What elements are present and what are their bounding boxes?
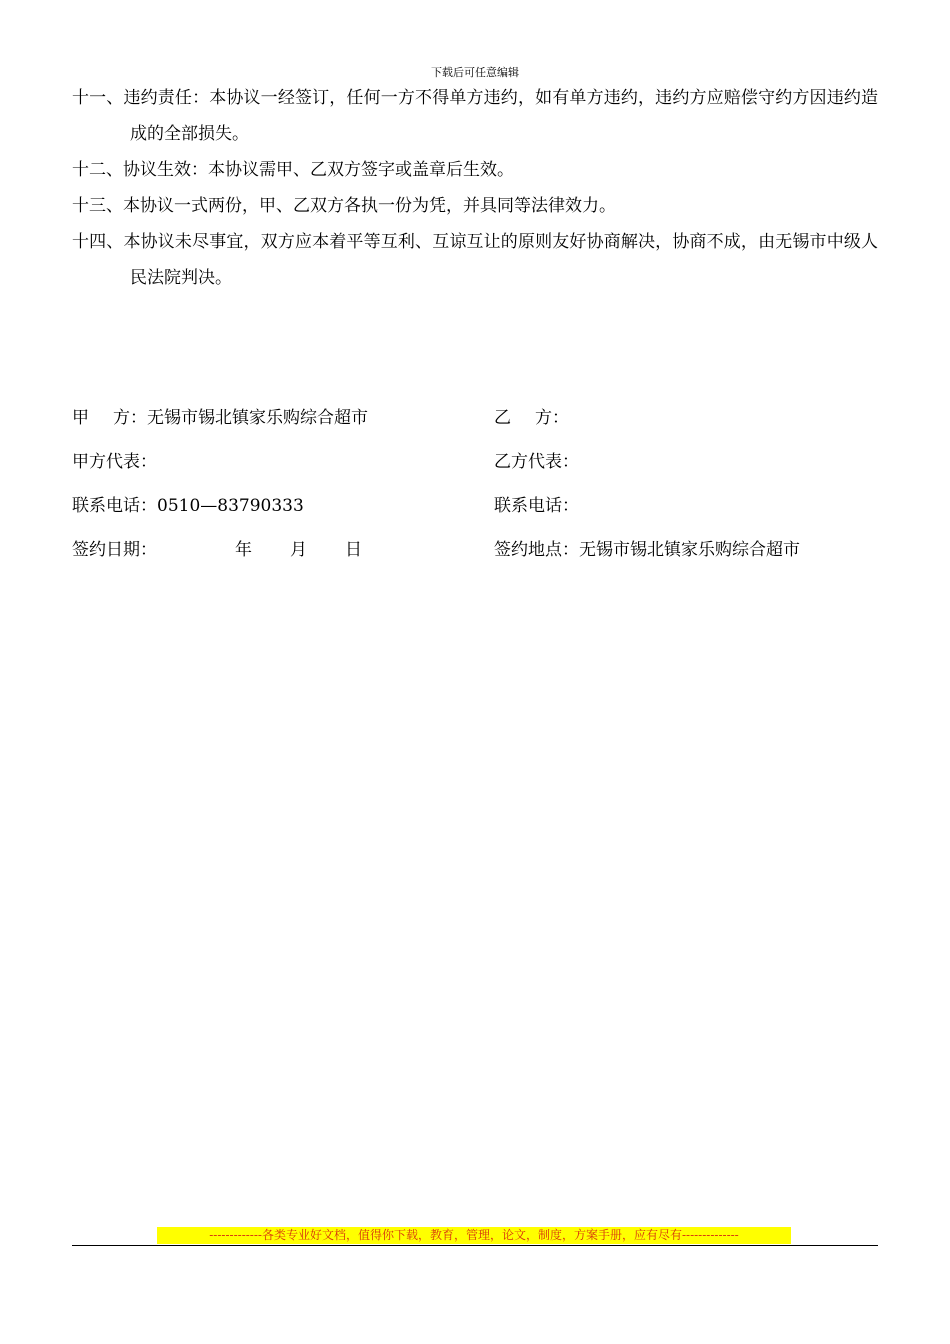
party-b: 乙方： — [494, 403, 569, 428]
agreement-clauses — [72, 80, 878, 296]
party-a-label: 甲方 — [72, 407, 130, 428]
phone-b — [494, 491, 579, 516]
phone-a-value: 0510—83790333 — [157, 495, 304, 516]
signature-row-date-place — [72, 525, 878, 569]
sign-date — [72, 535, 494, 560]
party-a-value: 无锡市锡北镇家乐购综合超市 — [147, 407, 368, 428]
date-year: 年 — [235, 539, 252, 560]
clause-14: 十四、本协议未尽事宜，双方应本着平等互利、互谅互让的原则友好协商解决，协商不成，由无锡市中级人民法院判决。 — [72, 232, 878, 288]
footer-banner: -------------各类专业好文档，值得你下载，教育，管理，论文，制度，方案手册，应有尽有-------------- — [157, 1227, 791, 1244]
rep-a — [72, 447, 494, 472]
phone-b-label: 联系电话： — [494, 495, 579, 516]
signature-row-phones — [72, 481, 878, 525]
signature-block — [72, 393, 878, 569]
rep-a-label: 甲方代表： — [72, 451, 157, 472]
date-label: 签约日期： — [72, 539, 157, 560]
place-value: 无锡市锡北镇家乐购综合超市 — [579, 539, 800, 560]
clause-12: 十二、协议生效：本协议需甲、乙双方签字或盖章后生效。 — [72, 160, 514, 180]
phone-a-label: 联系电话： — [72, 495, 157, 516]
phone-a — [72, 491, 494, 516]
place-label: 签约地点： — [494, 539, 579, 560]
clause-13: 十三、本协议一式两份，甲、乙双方各执一份为凭，并具同等法律效力。 — [72, 196, 616, 216]
date-day: 日 — [345, 539, 362, 560]
party-b-label: 乙方 — [494, 407, 552, 428]
header-note: 下载后可任意编辑 — [431, 66, 519, 79]
date-month: 月 — [290, 539, 307, 560]
signature-row-representatives — [72, 437, 878, 481]
footer-rule — [72, 1245, 878, 1246]
party-a: 甲方：无锡市锡北镇家乐购综合超市 — [72, 403, 494, 428]
clause-11: 十一、违约责任：本协议一经签订，任何一方不得单方违约，如有单方违约，违约方应赔偿守约方因违约造成的全部损失。 — [72, 88, 878, 144]
sign-place — [494, 535, 800, 560]
rep-b-label: 乙方代表： — [494, 451, 579, 472]
rep-b — [494, 447, 579, 472]
signature-row-parties — [72, 393, 878, 437]
